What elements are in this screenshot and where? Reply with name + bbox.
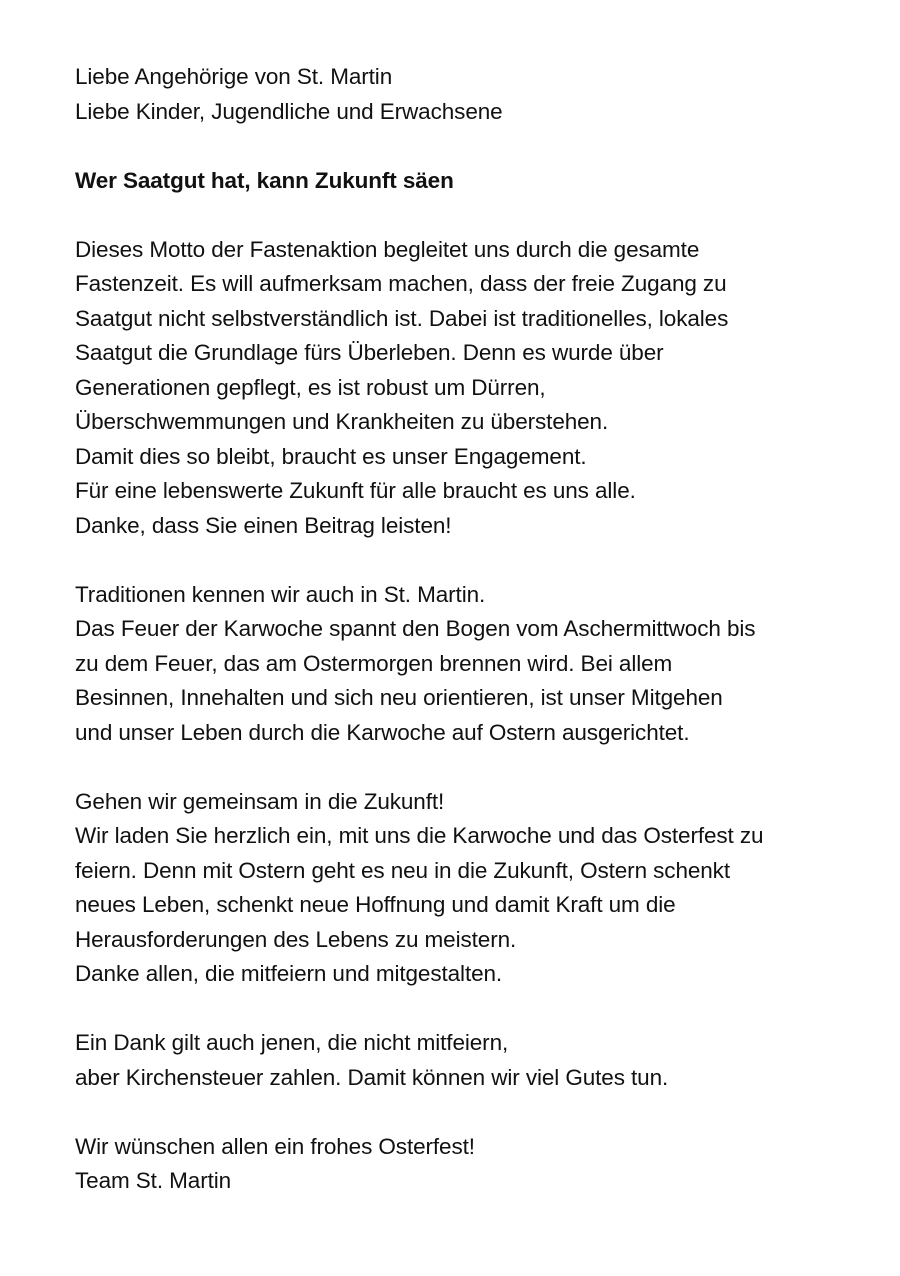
paragraph-line: zu dem Feuer, das am Ostermorgen brennen wird. Bei allem (75, 650, 673, 676)
greeting-line: Liebe Angehörige von St. Martin (75, 64, 393, 89)
paragraph-line: Das Feuer der Karwoche spannt den Bogen vom Aschermittwoch bis (75, 616, 756, 641)
signature: Team St. Martin (75, 1168, 232, 1193)
paragraph-zukunft (75, 785, 875, 992)
paragraph-line: Wir laden Sie herzlich ein, mit uns die Karwoche und das Osterfest zu (75, 823, 764, 848)
paragraph-line: Ein Dank gilt auch jenen, die nicht mitfeiern, (75, 1030, 509, 1055)
paragraph-line: Saatgut die Grundlage fürs Überleben. Denn es wurde über (75, 340, 664, 365)
paragraph-line: Für eine lebenswerte Zukunft für alle braucht es uns alle. (75, 478, 636, 503)
spacer (75, 750, 875, 785)
paragraph-line: Fastenzeit. Es will aufmerksam machen, dass der freie Zugang zu (75, 271, 727, 296)
paragraph-traditionen (75, 578, 875, 751)
letter-document (75, 60, 875, 1199)
spacer (75, 1095, 875, 1130)
paragraph-line: feiern. Denn mit Ostern geht es neu in die Zukunft, Ostern schenkt (75, 857, 730, 883)
paragraph-fastenaktion (75, 233, 875, 544)
paragraph-line: Danke allen, die mitfeiern und mitgestalten. (75, 961, 503, 986)
closing-block (75, 1130, 875, 1199)
paragraph-line: Generationen gepflegt, es ist robust um Dürren, (75, 374, 546, 400)
paragraph-line: Herausforderungen des Lebens zu meistern. (75, 926, 517, 952)
paragraph-line: Saatgut nicht selbstverständlich ist. Dabei ist traditionelles, lokales (75, 305, 729, 331)
greeting-line: Liebe Kinder, Jugendliche und Erwachsene (75, 98, 503, 124)
paragraph-dank (75, 1026, 875, 1095)
paragraph-line: Danke, dass Sie einen Beitrag leisten! (75, 512, 452, 538)
spacer (75, 129, 875, 164)
paragraph-line: Dieses Motto der Fastenaktion begleitet uns durch die gesamte (75, 236, 700, 262)
spacer (75, 992, 875, 1027)
paragraph-line: Besinnen, Innehalten und sich neu orientieren, ist unser Mitgehen (75, 685, 723, 710)
paragraph-line: Überschwemmungen und Krankheiten zu überstehen. (75, 409, 609, 434)
paragraph-line: Traditionen kennen wir auch in St. Martin. (75, 581, 486, 607)
paragraph-line: Gehen wir gemeinsam in die Zukunft! (75, 788, 445, 814)
closing-line: Wir wünschen allen ein frohes Osterfest! (75, 1133, 475, 1159)
letter-heading: Wer Saatgut hat, kann Zukunft säen (75, 167, 454, 193)
greeting-block (75, 60, 875, 129)
paragraph-line: neues Leben, schenkt neue Hoffnung und damit Kraft um die (75, 892, 676, 917)
paragraph-line: aber Kirchensteuer zahlen. Damit können wir viel Gutes tun. (75, 1064, 669, 1090)
paragraph-line: Damit dies so bleibt, braucht es unser Engagement. (75, 443, 587, 469)
spacer (75, 543, 875, 578)
paragraph-line: und unser Leben durch die Karwoche auf Ostern ausgerichtet. (75, 719, 690, 745)
spacer (75, 198, 875, 233)
